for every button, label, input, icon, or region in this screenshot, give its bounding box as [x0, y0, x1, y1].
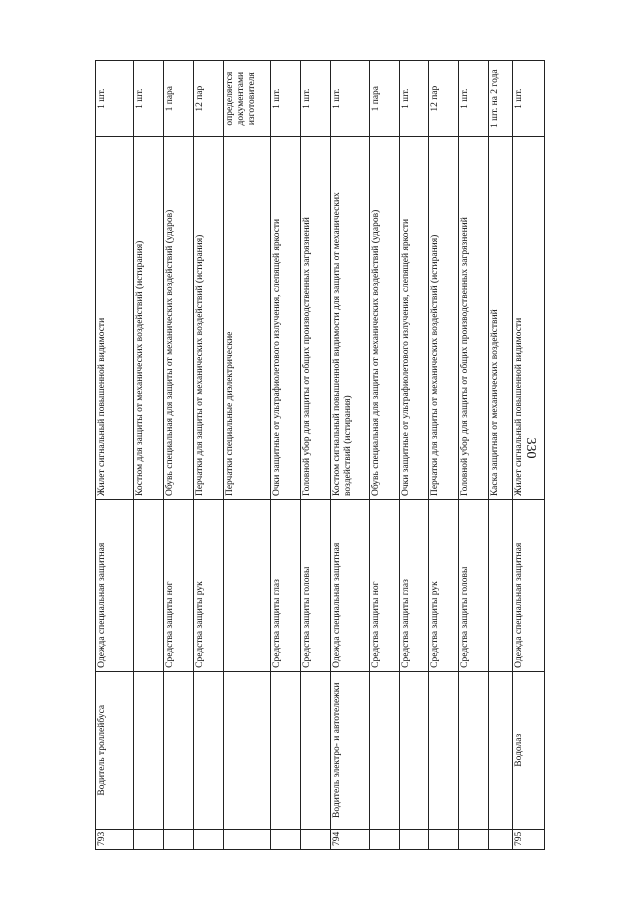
rotated-table-container — [95, 60, 545, 850]
ppe-item-cell: Жилет сигнальный повышенной видимости — [512, 137, 544, 500]
profession-cell: Водитель электро- и автотележки — [331, 671, 369, 829]
ppe-item-cell: Очки защитные от ультрафиолетового излучения, слепящей яркости — [271, 137, 301, 500]
ppe-type-cell: Средства защиты глаз — [271, 500, 301, 672]
row-number — [459, 829, 489, 849]
profession-cell — [459, 671, 489, 829]
ppe-item-cell: Перчатки для защиты от механических воздействий (истирания) — [429, 137, 459, 500]
ppe-norms-table — [95, 60, 545, 850]
norm-cell: 1 шт. — [96, 61, 134, 137]
row-number: 793 — [96, 829, 134, 849]
ppe-type-cell: Средства защиты ног — [369, 500, 399, 672]
norm-cell: 1 шт. — [331, 61, 369, 137]
row-number — [399, 829, 429, 849]
ppe-type-cell — [224, 500, 271, 672]
ppe-type-cell: Средства защиты рук — [429, 500, 459, 672]
profession-cell — [399, 671, 429, 829]
ppe-type-cell: Одежда специальная защитная — [96, 500, 134, 672]
row-number — [489, 829, 513, 849]
ppe-item-cell: Костюм сигнальный повышенной видимости для защиты от механических воздействий (истирания) — [331, 137, 369, 500]
page-number: 330 — [523, 437, 538, 459]
row-number — [369, 829, 399, 849]
table-row — [429, 61, 459, 850]
profession-cell: Водолаз — [512, 671, 544, 829]
table-row — [399, 61, 429, 850]
ppe-item-cell: Головной убор для защиты от общих производственных загрязнений — [301, 137, 331, 500]
ppe-type-cell — [134, 500, 164, 672]
row-number — [164, 829, 194, 849]
profession-cell: Водитель троллейбуса — [96, 671, 134, 829]
ppe-item-cell: Костюм для защиты от механических воздействий (истирания) — [134, 137, 164, 500]
ppe-type-cell: Средства защиты рук — [194, 500, 224, 672]
table-row — [301, 61, 331, 850]
table-row — [164, 61, 194, 850]
row-number — [271, 829, 301, 849]
norm-cell: 1 шт. — [134, 61, 164, 137]
norm-cell: 1 шт. — [512, 61, 544, 137]
table-row — [224, 61, 271, 850]
ppe-item-cell: Перчатки для защиты от механических воздействий (истирания) — [194, 137, 224, 500]
norm-cell: 1 пара — [164, 61, 194, 137]
row-number — [301, 829, 331, 849]
norm-cell: 1 шт. — [399, 61, 429, 137]
ppe-type-cell: Средства защиты глаз — [399, 500, 429, 672]
profession-cell — [271, 671, 301, 829]
ppe-item-cell: Обувь специальная для защиты от механических воздействий (ударов) — [369, 137, 399, 500]
norm-cell: 1 шт. на 2 года — [489, 61, 513, 137]
ppe-type-cell: Средства защиты головы — [459, 500, 489, 672]
profession-cell — [489, 671, 513, 829]
ppe-type-cell: Одежда специальная защитная — [331, 500, 369, 672]
profession-cell — [194, 671, 224, 829]
table-row — [489, 61, 513, 850]
ppe-type-cell: Средства защиты головы — [301, 500, 331, 672]
row-number — [194, 829, 224, 849]
profession-cell — [301, 671, 331, 829]
norm-cell: 1 шт. — [459, 61, 489, 137]
ppe-type-cell: Одежда специальная защитная — [512, 500, 544, 672]
ppe-item-cell: Очки защитные от ультрафиолетового излучения, слепящей яркости — [399, 137, 429, 500]
norm-cell: 1 шт. — [301, 61, 331, 137]
ppe-item-cell: Жилет сигнальный повышенной видимости — [96, 137, 134, 500]
table-row — [96, 61, 134, 850]
profession-cell — [429, 671, 459, 829]
ppe-type-cell: Средства защиты ног — [164, 500, 194, 672]
norm-cell: 12 пар — [429, 61, 459, 137]
norm-cell: определяется документами изготовителя — [224, 61, 271, 137]
table-row — [271, 61, 301, 850]
ppe-item-cell: Обувь специальная для защиты от механических воздействий (ударов) — [164, 137, 194, 500]
ppe-item-cell: Перчатки специальные диэлектрические — [224, 137, 271, 500]
row-number: 794 — [331, 829, 369, 849]
ppe-item-cell: Каска защитная от механических воздействий — [489, 137, 513, 500]
profession-cell — [164, 671, 194, 829]
table-row — [194, 61, 224, 850]
row-number: 795 — [512, 829, 544, 849]
profession-cell — [224, 671, 271, 829]
row-number — [429, 829, 459, 849]
profession-cell — [369, 671, 399, 829]
row-number — [224, 829, 271, 849]
ppe-type-cell — [489, 500, 513, 672]
norm-cell: 1 пара — [369, 61, 399, 137]
table-row — [459, 61, 489, 850]
ppe-item-cell: Головной убор для защиты от общих производственных загрязнений — [459, 137, 489, 500]
row-number — [134, 829, 164, 849]
table-row — [134, 61, 164, 850]
table-row — [369, 61, 399, 850]
norm-cell: 12 пар — [194, 61, 224, 137]
table-row — [512, 61, 544, 850]
profession-cell — [134, 671, 164, 829]
norm-cell: 1 шт. — [271, 61, 301, 137]
table-row — [331, 61, 369, 850]
